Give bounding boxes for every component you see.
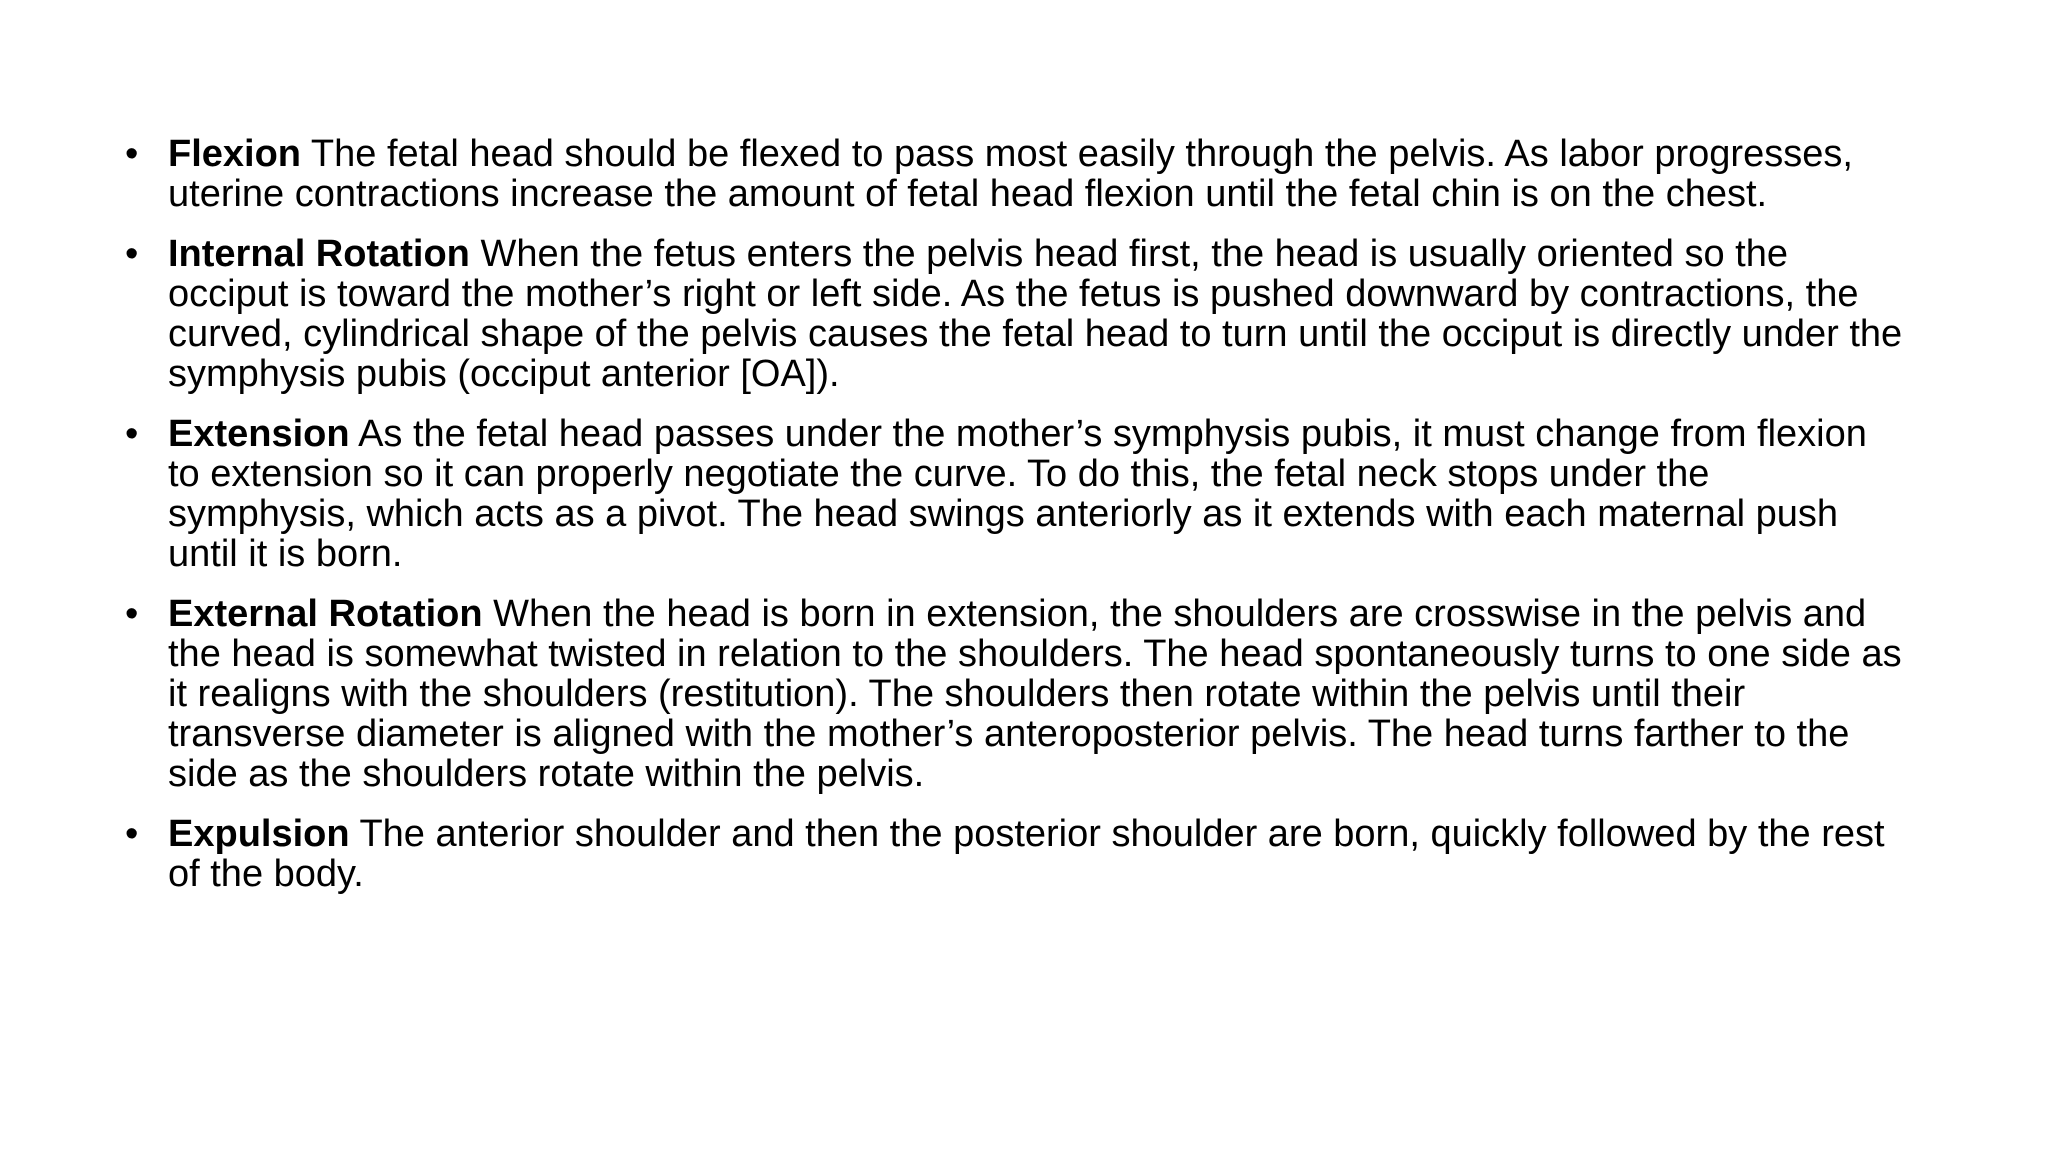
bullet-icon: • — [125, 593, 139, 635]
term-label: Expulsion — [168, 813, 350, 855]
term-label: External Rotation — [168, 593, 483, 635]
bullet-item-flexion — [125, 134, 1905, 214]
bullet-item-expulsion — [125, 814, 1905, 894]
description-text: As the fetal head passes under the mother’s symphysis pubis, it must change from flexion to extension so it can properly negotiate the curve. To do this, the fetal neck stops under the symphysis, which acts as a pivot. The head swings anteriorly as it extends with each maternal push until it is born. — [168, 413, 1867, 575]
bullet-icon: • — [125, 813, 139, 855]
bullet-item-internal-rotation — [125, 234, 1905, 394]
description-text: The fetal head should be flexed to pass most easily through the pelvis. As labor progresses, uterine contractions increase the amount of fetal head flexion until the fetal chin is on the chest. — [168, 133, 1853, 215]
description-text: When the head is born in extension, the shoulders are crosswise in the pelvis and the head is somewhat twisted in relation to the shoulders. The head spontaneously turns to one side as it realigns with the shoulders (restitution). The shoulders then rotate within the pelvis until their transverse diameter is aligned with the mother’s anteroposterior pelvis. The head turns farther to the side as the shoulders rotate within the pelvis. — [168, 593, 1902, 795]
bullet-list — [125, 134, 1905, 914]
bullet-icon: • — [125, 133, 139, 175]
bullet-icon: • — [125, 233, 139, 275]
description-text: When the fetus enters the pelvis head first, the head is usually oriented so the occiput is toward the mother’s right or left side. As the fetus is pushed downward by contractions, the curved, cylindrical shape of the pelvis causes the fetal head to turn until the occiput is directly under the symphysis pubis (occiput anterior [OA]). — [168, 233, 1903, 395]
term-label: Internal Rotation — [168, 233, 470, 275]
bullet-icon: • — [125, 413, 139, 455]
bullet-item-extension — [125, 414, 1905, 574]
bullet-item-external-rotation — [125, 594, 1905, 794]
description-text: The anterior shoulder and then the posterior shoulder are born, quickly followed by the rest of the body. — [168, 813, 1885, 895]
term-label: Flexion — [168, 133, 302, 175]
term-label: Extension — [168, 413, 350, 455]
